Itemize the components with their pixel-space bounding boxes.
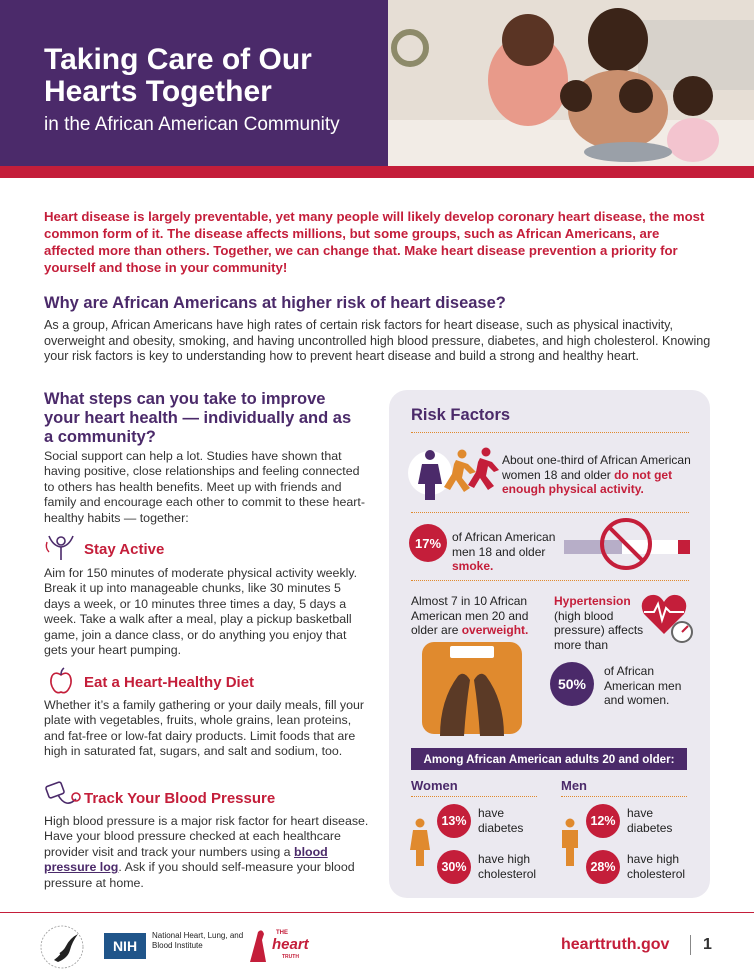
footer-separator [690,935,691,955]
steps-paragraph: Social support can help a lot. Studies have shown that having positive, close relationships and feeling connected to others has health benefits. Meet up with friends and family and encourage each other to commit to these heart-healthy habits — together: [44,449,365,525]
women-heading: Women [411,778,458,793]
hhs-seal-logo [40,924,92,970]
men-heading: Men [561,778,587,793]
dotted-divider [411,796,537,797]
steps-heading: What steps can you take to improve your heart health — individually and as a community? [44,390,352,446]
women-cholesterol-text: have high cholesterol [478,852,537,881]
nih-logo: NIH [104,933,146,959]
woman-figure-icon [409,818,431,868]
dotted-divider [411,512,689,513]
men-cholesterol-badge: 28% [586,850,620,884]
dotted-divider [561,796,687,797]
women-cholesterol-badge: 30% [437,850,471,884]
blood-pressure-cuff-icon [44,781,78,811]
nhlbi-name: National Heart, Lung, and Blood Institute [152,931,244,950]
family-photo [388,0,754,166]
stretching-person-icon [44,532,78,562]
hypertension-percent-badge: 50% [550,662,594,706]
intro-paragraph: Heart disease is largely preventable, yet many people will likely develop coronary heart disease, the most common form of it. The disease affects millions, but some groups, such as African Americans, are affected more than others. Together, we can change that. Make heart disease prevention a priority for yourself and those in your community! [44,209,705,275]
footer-divider [0,912,754,913]
bp-heading: Track Your Blood Pressure [84,790,276,807]
men-cholesterol-text: have high cholesterol [627,852,686,881]
why-heading: Why are African Americans at higher risk of heart disease? [44,294,506,312]
men-diabetes-text: have diabetes [627,806,673,835]
activity-stat: About one-third of African American women 18 and older do not get enough physical activity. [502,453,691,496]
risk-factors-title: Risk Factors [411,406,511,424]
overweight-stat: Almost 7 in 10 African American men 20 and older are overweight. [411,594,529,637]
diet-paragraph: Whether it’s a family gathering or your daily meals, fill your plate with vegetables, fruits, whole grains, lean proteins, and fat-free or low-fat dairy products. Limit foods that are high in saturated fat, sugars, and salt and sodium, too. [44,698,364,759]
men-diabetes-badge: 12% [586,804,620,838]
hero-banner [0,0,754,166]
smoke-percent-badge: 17% [409,524,447,562]
heart-gauge-icon [638,590,694,644]
diet-heading: Eat a Heart-Healthy Diet [84,674,255,691]
red-divider [0,166,754,178]
smoke-stat: of African American men 18 and older smoke. [452,530,556,573]
blood-pressure-log-link[interactable]: blood pressure log [44,844,328,875]
women-diabetes-text: have diabetes [478,806,524,835]
page-title: Taking Care of Our Hearts Together [44,43,312,108]
running-women-icon [406,442,500,504]
hearttruth-link[interactable]: hearttruth.gov [561,936,670,953]
women-diabetes-badge: 13% [437,804,471,838]
no-smoking-icon [562,518,694,570]
bp-paragraph: High blood pressure is a major risk factor for heart disease. Have your blood pressure checked at each healthcare provider visit and track your numbers using a blood pressure log. Ask if you should self-measure your blood pressure at home. [44,814,369,890]
stay-active-heading: Stay Active [84,541,165,558]
heart-truth-logo: THE heart TRUTH [250,926,308,966]
page-number: 1 [703,936,712,953]
stay-active-paragraph: Aim for 150 minutes of moderate physical activity weekly. Break it up into manageable chunks, like 30 minutes 5 days a week, or 10 minutes three times a day, 5 days a week. Take a walk after a meal, play a pickup basketball game, join a dance class, or do anything you enjoy that gets your heart pumping. [44,566,358,658]
hypertension-stat: Hypertension (high blood pressure) affects more than [554,594,644,652]
apple-icon [44,666,78,696]
hypertension-percent-text: of African American men and women. [604,664,682,707]
dotted-divider [411,432,689,433]
adults-banner: Among African American adults 20 and older: [411,748,687,770]
scale-icon [420,640,524,736]
page-subtitle: in the African American Community [44,114,340,135]
dotted-divider [411,580,689,581]
why-paragraph: As a group, African Americans have high rates of certain risk factors for heart disease, such as physical inactivity, overweight and obesity, smoking, and having uncontrolled high blood pressure, diabetes, and high cholesterol. Knowing your risk factors is key to understanding how to prevent heart disease and build a strong and healthy heart. [44,318,711,364]
man-figure-icon [559,818,581,868]
